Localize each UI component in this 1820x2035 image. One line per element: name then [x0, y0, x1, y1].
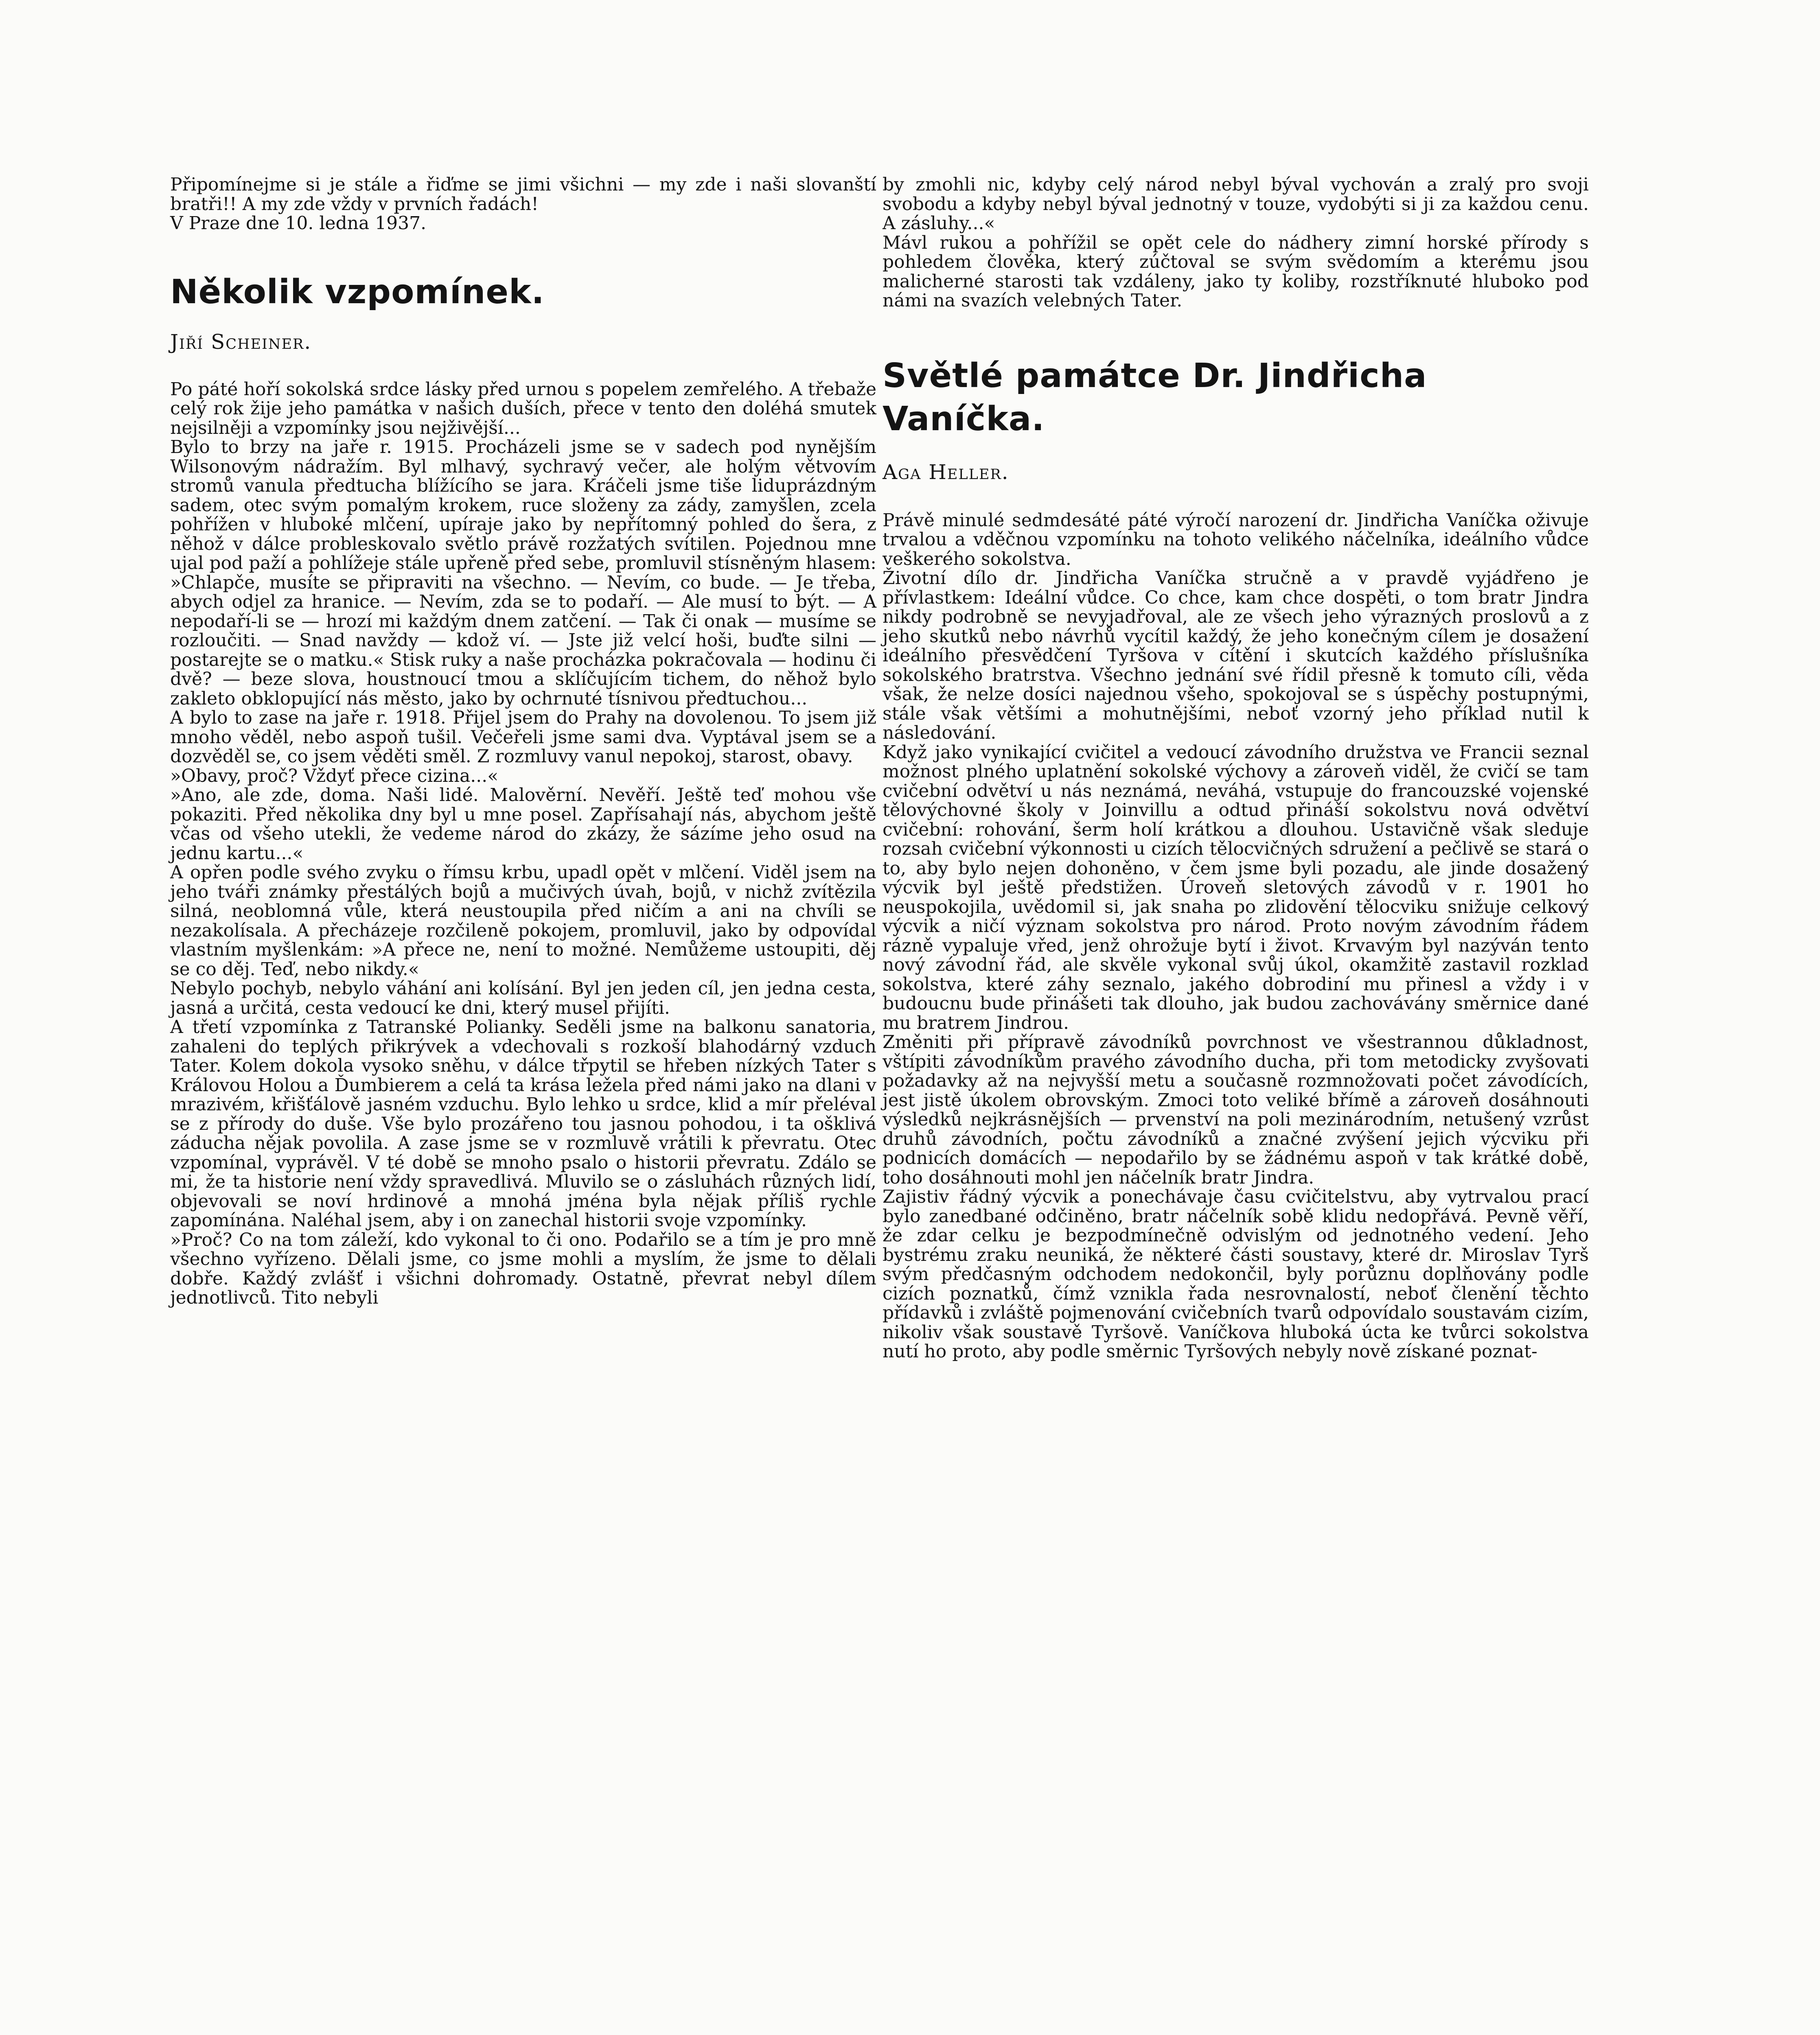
- article-paragraph: Po páté hoří sokolská srdce lásky před urnou s popelem zemřelého. A třebaže celý rok žije jeho památka v našich duších, přece v tento den doléhá smutek nejsilněji a vzpomínky jsou nejživější...: [170, 379, 876, 438]
- article-paragraph: »Ano, ale zde, doma. Naši lidé. Malověrní. Nevěří. Ještě teď mohou vše pokaziti. Před několika dny byl u mne posel. Zapřísahají nás, abychom ještě včas od všeho utekli, že vedeme národ do zkázy, že sázíme jeho osud na jednu kartu...«: [170, 785, 876, 864]
- article-title-vzpominky: Několik vzpomínek.: [170, 272, 545, 311]
- continued-paragraph: by zmohli nic, kdyby celý národ nebyl býval vychován a zralý pro svoji svobodu a kdyby nebyl býval jednotný v touze, vydobýti si ji za každou cenu. A zásluhy...«: [883, 174, 1589, 234]
- article-paragraph: »Proč? Co na tom záleží, kdo vykonal to či ono. Podařilo se a tím je pro mně všechno vyřízeno. Dělali jsme, co jsme mohli a myslím, že jsme to dělali dobře. Každý zvlášť i všichni dohromady. Ostatně, převrat nebyl dílem jednotlivců. Tito nebyli: [170, 1229, 876, 1308]
- article-author-scheiner: Jiří Scheiner.: [170, 330, 312, 354]
- article-title-vanicek: Světlé památce Dr. Jindřicha Vaníčka.: [883, 356, 1427, 438]
- article-paragraph: Nebylo pochyb, nebylo váhání ani kolísání. Byl jen jeden cíl, jen jedna cesta, jasná a určitá, cesta vedoucí ke dni, který musel přijíti.: [170, 978, 876, 1018]
- continued-paragraph: Mávl rukou a pohřížil se opět cele do nádhery zimní horské přírody s pohledem člověka, který zúčtoval se svým svědomím a kterému jsou malicherné starosti tak vzdáleny, jako ty koliby, rozstříknuté hluboko pod námi na svazích velebných Tater.: [883, 232, 1589, 311]
- article-paragraph: Životní dílo dr. Jindřicha Vaníčka stručně a v pravdě vyjádřeno je přívlastkem: Ideální vůdce. Co chce, kam chce dospěti, o tom bratr Jindra nikdy podrobně se nevyjadřoval, ale ze všech jeho výrazných proslovů a z jeho skutků nebo návrhů vycítil každý, že jeho konečným cílem je dosažení ideálního přesvědčení Tyršova v cítění i skutcích každého příslušníka sokolského bratrstva. Všechno jednání své řídil přesně k tomuto cíli, věda však, že nelze dosíci najednou všeho, spokojoval se s úspěchy postupnými, stále však většími a mohutnějšími, neboť vzorný jeho příklad nutil k následování.: [883, 568, 1589, 743]
- article-paragraph: A opřen podle svého zvyku o římsu krbu, upadl opět v mlčení. Viděl jsem na jeho tváři známky přestálých bojů a mučivých úvah, bojů, v nichž zvítězila silná, neoblomná vůle, která neustoupila před ničím a ani na chvíli se nezakolísala. A přecházeje rozčileně pokojem, promluvil, jako by odpovídal vlastním myšlenkám: »A přece ne, není to možné. Nemůžeme ustoupiti, děj se co děj. Teď, nebo nikdy.«: [170, 862, 876, 980]
- intro-dateline: V Praze dne 10. ledna 1937.: [170, 213, 427, 234]
- article-paragraph: Když jako vynikající cvičitel a vedoucí závodního družstva ve Francii seznal možnost plného uplatnění sokolské výchovy a zároveň viděl, že cvičí se tam cvičební odvětví u nás neznámá, neváhá, vstupuje do francouzské vojenské tělovýchovné školy v Joinvillu a odtud přináší sokolstvu nová odvětví cvičební: rohování, šerm holí krátkou a dlouhou. Ustavičně však sleduje rozsah cvičební výkonnosti u cizích tělocvičných sdružení a pečlivě se stará o to, aby bylo nejen dohoněno, v čem jsme byli pozadu, ale jinde dosažený výcvik byl ještě předstižen. Úroveň sletových závodů v r. 1901 ho neuspokojila, uvědomil si, jak snaha po zlidovění tělocviku snižuje celkový výcvik a ničí význam sokolstva pro národ. Proto novým závodním řádem rázně vypaluje vřed, jenž ohrožuje bytí i život. Krvavým byl nazýván tento nový závodní řád, ale skvěle vykonal svůj úkol, okamžitě zastavil rozklad sokolstva, které záhy seznalo, jakého dobrodiní mu přinesl a vždy i v budoucnu bude přinášeti tak dlouho, jak budou zachovávány směrnice dané mu bratrem Jindrou.: [883, 742, 1589, 1033]
- article-paragraph: Změniti při přípravě závodníků povrchnost ve všestrannou důkladnost, vštípiti závodníkům pravého závodního ducha, při tom metodicky zvyšovati požadavky až na nejvyšší metu a současně rozmnožovati počet závodících, jest jistě úkolem obrovským. Zmoci toto veliké břímě a zároveň dosáhnouti výsledků nejkrásnějších — prvenství na poli mezinárodním, netušený vzrůst druhů závodních, počtu závodníků a značné zvýšení jejich výcviku při podnicích domácích — nepodařilo by se žádnému aspoň v tak krátké době, toho dosáhnouti mohl jen náčelník bratr Jindra.: [883, 1032, 1589, 1188]
- left-column: [170, 175, 876, 1308]
- article-paragraph: Právě minulé sedmdesáté páté výročí narození dr. Jindřicha Vaníčka oživuje trvalou a vděčnou vzpomínku na tohoto velikého náčelníka, ideálního vůdce veškerého sokolstva.: [883, 510, 1589, 569]
- article-paragraph: A bylo to zase na jaře r. 1918. Přijel jsem do Prahy na dovolenou. To jsem již mnoho věděl, nebo aspoň tušil. Večeřeli jsme sami dva. Vyptával jsem se a dozvěděl se, co jsem věděti směl. Z rozmluvy vanul nepokoj, starost, obavy.: [170, 707, 876, 767]
- right-column: [883, 175, 1589, 1361]
- article-paragraph: »Obavy, proč? Vždyť přece cizina...«: [170, 765, 499, 786]
- article-author-heller: Aga Heller.: [883, 460, 1009, 484]
- intro-paragraph: Připomínejme si je stále a řiďme se jimi všichni — my zde i naši slovanští bratři!! A my zde vždy v prvních řadách!: [170, 174, 876, 214]
- article-paragraph: Zajistiv řádný výcvik a ponechávaje času cvičitelstvu, aby vytrvalou prací bylo zanedbané odčiněno, bratr náčelník sobě klidu nedopřává. Pevně věří, že zdar celku je bezpodmínečně odvislým od jednotného vedení. Jeho bystrému zraku neuniká, že některé části soustavy, které dr. Miroslav Tyrš svým předčasným odchodem nedokončil, byly porůznu doplňovány podle cizích poznatků, čímž vznikla řada nesrovnalostí, neboť členění těchto přídavků i zvláště pojmenování cvičebních tvarů odpovídalo soustavám cizím, nikoliv však soustavě Tyršově. Vaníčkova hluboká úcta ke tvůrci sokolstva nutí ho proto, aby podle směrnic Tyršových nebyly nově získané poznat-: [883, 1186, 1589, 1362]
- article-paragraph: A třetí vzpomínka z Tatranské Polianky. Seděli jsme na balkonu sanatoria, zahaleni do teplých přikrývek a vdechovali s rozkoší blahodárný vzduch Tater. Kolem dokola vysoko sněhu, v dálce třpytil se hřeben nízkých Tater s Královou Holou a Ďumbierem a celá ta krása ležela před námi jako na dlani v mrazivém, křišťálově jasném vzduchu. Bylo lehko u srdce, klid a mír přeléval se z přírody do duše. Vše bylo prozářeno tou jasnou pohodou, i ta ošklivá záducha nějak povolila. A zase jsme se v rozmluvě vrátili k převratu. Otec vzpomínal, vyprávěl. V té době se mnoho psalo o historii převratu. Zdálo se mi, že ta historie není vždy spravedlivá. Mluvilo se o zásluhách různých lidí, objevovali se noví hrdinové a mnohá jména byla nějak příliš rychle zapomínána. Naléhal jsem, aby i on zanechal historii svoje vzpomínky.: [170, 1017, 876, 1231]
- article-paragraph: Bylo to brzy na jaře r. 1915. Procházeli jsme se v sadech pod nynějším Wilsonovým nádražím. Byl mlhavý, sychravý večer, ale holým větvovím stromů vanula předtucha blížícího se jara. Kráčeli jsme tiše liduprázdným sadem, otec svým pomalým krokem, ruce složeny za zády, zamyšlen, zcela pohřížen v hluboké mlčení, upíraje jako by nepřítomný pohled do šera, z něhož v dálce probleskovalo světlo právě rozžatých svítilen. Pojednou mne ujal pod paží a pohlížeje stále upřeně před sebe, promluvil stísněným hlasem: »Chlapče, musíte se připraviti na všechno. — Nevím, co bude. — Je třeba, abych odjel za hranice. — Nevím, zda se to podaří. — Ale musí to být. — A nepodaří-li se — hrozí mi každým dnem zatčení. — Tak či onak — musíme se rozloučiti. — Snad navždy — kdož ví. — Jste již velcí hoši, buďte silni — postarejte se o matku.« Stisk ruky a naše procházka pokračovala — hodinu či dvě? — beze slova, houstnoucí tmou a sklíčujícím tichem, do něhož bylo zakleto obklopující nás město, jako by ochrnuté tísnivou předtuchou...: [170, 437, 876, 709]
